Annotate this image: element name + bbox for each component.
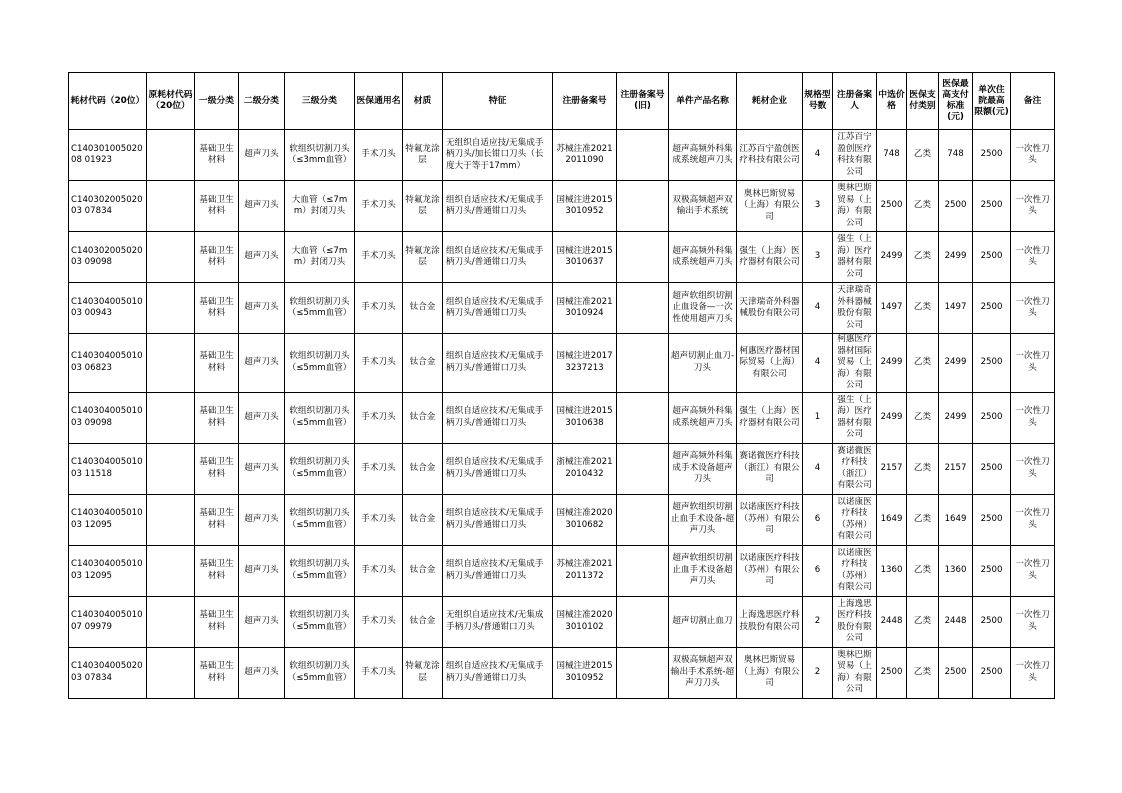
table-cell: 超声高频外科集成手术设备超声刀头	[669, 443, 737, 494]
table-cell: 国械注进20153010638	[553, 392, 617, 443]
table-cell	[617, 443, 669, 494]
table-cell: 软组织切割刀头（≤5mm血管）	[285, 392, 355, 443]
table-cell: 国械注进20153010637	[553, 232, 617, 283]
table-cell: 乙类	[907, 392, 939, 443]
table-cell: 2500	[939, 181, 973, 232]
table-cell: 基础卫生材料	[195, 181, 239, 232]
table-cell: 一次性刀头	[1011, 392, 1055, 443]
table-cell: 手术刀头	[355, 181, 403, 232]
table-cell: 乙类	[907, 130, 939, 181]
table-cell: 双极高频超声双输出手术系统-超声刀刀头	[669, 647, 737, 698]
column-header: 材质	[403, 73, 443, 130]
table-cell: 2500	[973, 334, 1011, 393]
table-cell: 超声刀头	[239, 494, 285, 545]
table-cell: C14030200502003 07834	[69, 181, 147, 232]
table-cell: 超声刀头	[239, 181, 285, 232]
table-cell: 2500	[973, 392, 1011, 443]
table-cell: 一次性刀头	[1011, 494, 1055, 545]
column-header: 单次住院最高限额(元)	[973, 73, 1011, 130]
table-cell	[617, 647, 669, 698]
table-cell: 柯惠医疗器材国际贸易（上海）有限公司	[737, 334, 803, 393]
table-cell: 组织自适应技术/无集成手柄刀头/普通钳口刀头	[443, 647, 553, 698]
table-cell: 2500	[973, 647, 1011, 698]
table-row	[69, 392, 1055, 443]
table-cell: 手术刀头	[355, 392, 403, 443]
table-cell: 超声刀头	[239, 647, 285, 698]
table-cell: C14030400501007 09979	[69, 596, 147, 647]
table-cell: 特氟龙涂层	[403, 232, 443, 283]
table-cell: 2499	[877, 392, 907, 443]
column-header: 特征	[443, 73, 553, 130]
table-cell: 超声切割止血刀-刀头	[669, 334, 737, 393]
table-cell	[147, 647, 195, 698]
table-cell: 2500	[973, 232, 1011, 283]
table-cell: 超声高频外科集成系统超声刀头	[669, 232, 737, 283]
table-cell: 2500	[973, 181, 1011, 232]
table-cell: 奥林巴斯贸易（上海）有限公司	[737, 647, 803, 698]
table-cell: 组织自适应技术/无集成手柄刀头/普通钳口刀头	[443, 283, 553, 334]
column-header: 医保支付类别	[907, 73, 939, 130]
table-cell: 1360	[939, 545, 973, 596]
table-cell: 2157	[877, 443, 907, 494]
table-cell: 基础卫生材料	[195, 334, 239, 393]
table-cell: 一次性刀头	[1011, 232, 1055, 283]
table-cell	[147, 494, 195, 545]
column-header: 医保通用名	[355, 73, 403, 130]
table-cell: 1649	[939, 494, 973, 545]
table-cell	[617, 545, 669, 596]
column-header: 医保最高支付标准(元)	[939, 73, 973, 130]
consumables-table	[68, 72, 1055, 699]
table-cell: 浙械注准20212010432	[553, 443, 617, 494]
table-cell: 超声刀头	[239, 392, 285, 443]
table-cell: 4	[803, 130, 833, 181]
table-cell	[147, 596, 195, 647]
table-cell: 江苏百宁盈创医疗科技有限公司	[833, 130, 877, 181]
table-cell: 乙类	[907, 647, 939, 698]
table-cell: 超声软组织切割止血手术设备-超声刀头	[669, 494, 737, 545]
table-cell: 特氟龙涂层	[403, 181, 443, 232]
table-cell: 一次性刀头	[1011, 334, 1055, 393]
table-header-row	[69, 73, 1055, 130]
table-cell: 手术刀头	[355, 545, 403, 596]
table-cell: 双极高频超声双输出手术系统	[669, 181, 737, 232]
table-cell: 钛合金	[403, 392, 443, 443]
table-cell: 钛合金	[403, 494, 443, 545]
table-cell: 超声高频外科集成系统超声刀头	[669, 392, 737, 443]
table-cell: 乙类	[907, 596, 939, 647]
column-header: 一级分类	[195, 73, 239, 130]
table-cell: 6	[803, 545, 833, 596]
table-cell: 超声软组织切割止血手术设备超声刀头	[669, 545, 737, 596]
table-cell: 4	[803, 283, 833, 334]
table-cell: 组织自适应技术/无集成手柄刀头/普通钳口刀头	[443, 494, 553, 545]
table-cell: C14030400501003 12095	[69, 494, 147, 545]
table-cell: 钛合金	[403, 545, 443, 596]
table-row	[69, 443, 1055, 494]
table-cell: 2	[803, 647, 833, 698]
table-cell: 超声刀头	[239, 130, 285, 181]
table-cell: 超声高频外科集成系统超声刀头	[669, 130, 737, 181]
column-header: 原耗材代码（20位）	[147, 73, 195, 130]
table-cell: 6	[803, 494, 833, 545]
table-cell: 组织自适应技术/无集成手柄刀头/普通钳口刀头	[443, 232, 553, 283]
table-cell: 基础卫生材料	[195, 232, 239, 283]
table-cell: 2500	[877, 181, 907, 232]
table-cell: 软组织切割刀头（≤5mm血管）	[285, 596, 355, 647]
table-row	[69, 130, 1055, 181]
table-cell: 上海逸思医疗科技股份有限公司	[737, 596, 803, 647]
table-cell: 基础卫生材料	[195, 443, 239, 494]
table-cell	[147, 181, 195, 232]
table-cell: 乙类	[907, 443, 939, 494]
table-row	[69, 647, 1055, 698]
table-cell: 以诺康医疗科技（苏州）有限公司	[833, 545, 877, 596]
table-cell: 2500	[939, 647, 973, 698]
table-cell: 748	[939, 130, 973, 181]
table-cell: 赛诺微医疗科技（浙江）有限公司	[833, 443, 877, 494]
table-cell: 1497	[877, 283, 907, 334]
table-cell: 一次性刀头	[1011, 596, 1055, 647]
table-cell: 江苏百宁盈创医疗科技有限公司	[737, 130, 803, 181]
table-cell: 大血管（≤7mm）封闭刀头	[285, 232, 355, 283]
table-cell: 组织自适应技术/无集成手柄刀头/普通钳口刀头	[443, 334, 553, 393]
table-cell: 3	[803, 181, 833, 232]
table-cell: 赛诺微医疗科技（浙江）有限公司	[737, 443, 803, 494]
table-cell	[147, 334, 195, 393]
table-cell: 2448	[939, 596, 973, 647]
table-row	[69, 283, 1055, 334]
table-cell: 软组织切割刀头（≤3mm血管）	[285, 130, 355, 181]
table-cell: 3	[803, 232, 833, 283]
table-cell: 2	[803, 596, 833, 647]
table-cell: 2499	[877, 334, 907, 393]
table-cell: 手术刀头	[355, 647, 403, 698]
table-cell: 钛合金	[403, 283, 443, 334]
table-cell: 一次性刀头	[1011, 545, 1055, 596]
table-cell: 一次性刀头	[1011, 283, 1055, 334]
table-cell: 一次性刀头	[1011, 181, 1055, 232]
table-cell: 奥林巴斯贸易（上海）有限公司	[833, 647, 877, 698]
table-body	[69, 130, 1055, 699]
table-cell: 软组织切割刀头（≤5mm血管）	[285, 443, 355, 494]
table-cell: 乙类	[907, 232, 939, 283]
table-cell: 超声刀头	[239, 283, 285, 334]
table-cell	[147, 130, 195, 181]
table-cell: 钛合金	[403, 443, 443, 494]
table-cell: 基础卫生材料	[195, 283, 239, 334]
table-cell: 2500	[973, 596, 1011, 647]
table-cell: 2499	[939, 334, 973, 393]
table-cell: 超声切割止血刀	[669, 596, 737, 647]
table-cell: 4	[803, 334, 833, 393]
table-cell	[617, 596, 669, 647]
table-cell: 2499	[939, 392, 973, 443]
table-cell: C14030400502003 07834	[69, 647, 147, 698]
table-row	[69, 334, 1055, 393]
table-cell: 天津瑞奇外科器械股份有限公司	[737, 283, 803, 334]
table-cell: 2500	[973, 494, 1011, 545]
table-cell: 手术刀头	[355, 596, 403, 647]
column-header: 三级分类	[285, 73, 355, 130]
table-cell: 强生（上海）医疗器材有限公司	[833, 232, 877, 283]
table-cell	[617, 283, 669, 334]
table-cell: 手术刀头	[355, 232, 403, 283]
table-cell: 上海逸思医疗科技股份有限公司	[833, 596, 877, 647]
table-cell: 乙类	[907, 545, 939, 596]
table-cell: 大血管（≤7mm）封闭刀头	[285, 181, 355, 232]
table-row	[69, 596, 1055, 647]
table-cell: 1360	[877, 545, 907, 596]
table-cell: 乙类	[907, 181, 939, 232]
table-cell: 2500	[973, 545, 1011, 596]
table-row	[69, 545, 1055, 596]
table-cell	[617, 232, 669, 283]
table-cell	[147, 232, 195, 283]
table-cell: 以诺康医疗科技（苏州）有限公司	[737, 545, 803, 596]
table-row	[69, 494, 1055, 545]
table-cell: 基础卫生材料	[195, 392, 239, 443]
table-cell: 国械注进20153010952	[553, 647, 617, 698]
table-cell: 特氟龙涂层	[403, 130, 443, 181]
table-cell: C14030400501003 09098	[69, 392, 147, 443]
column-header: 二级分类	[239, 73, 285, 130]
table-cell: 以诺康医疗科技（苏州）有限公司	[737, 494, 803, 545]
table-cell: 国械注准20213010924	[553, 283, 617, 334]
table-cell: 超声刀头	[239, 596, 285, 647]
table-cell: 手术刀头	[355, 130, 403, 181]
table-cell: 1649	[877, 494, 907, 545]
table-cell: 软组织切割刀头（≤5mm血管）	[285, 545, 355, 596]
table-cell: 2499	[877, 232, 907, 283]
table-cell: 超声刀头	[239, 443, 285, 494]
table-cell: 国械注进20153010952	[553, 181, 617, 232]
table-cell: 超声软组织切割止血设备—一次性使用超声刀头	[669, 283, 737, 334]
column-header: 中选价格	[877, 73, 907, 130]
table-cell: 超声刀头	[239, 545, 285, 596]
table-cell: 组织自适应技术/无集成手柄刀头/普通钳口刀头	[443, 443, 553, 494]
table-cell: 1497	[939, 283, 973, 334]
table-cell: 基础卫生材料	[195, 647, 239, 698]
column-header: 注册备案人	[833, 73, 877, 130]
table-cell	[617, 334, 669, 393]
table-row	[69, 232, 1055, 283]
table-cell: 4	[803, 443, 833, 494]
table-cell: 手术刀头	[355, 443, 403, 494]
column-header: 规格型号数	[803, 73, 833, 130]
table-cell: 国械注准20203010102	[553, 596, 617, 647]
table-cell: 强生（上海）医疗器材有限公司	[737, 392, 803, 443]
table-cell: 国械注准20203010682	[553, 494, 617, 545]
table-cell: 苏械注准20212011372	[553, 545, 617, 596]
table-cell: 软组织切割刀头（≤5mm血管）	[285, 334, 355, 393]
table-cell: C14030200502003 09098	[69, 232, 147, 283]
table-cell: 手术刀头	[355, 334, 403, 393]
table-cell: 一次性刀头	[1011, 443, 1055, 494]
table-cell: 钛合金	[403, 334, 443, 393]
table-cell: 2500	[973, 283, 1011, 334]
table-cell: 乙类	[907, 494, 939, 545]
table-cell	[617, 130, 669, 181]
table-cell: 组织自适应技术/无集成手柄刀头/普通钳口刀头	[443, 545, 553, 596]
column-header: 注册备案号(旧)	[617, 73, 669, 130]
table-cell: 一次性刀头	[1011, 130, 1055, 181]
table-cell: 组织自适应技术/无集成手柄刀头/普通钳口刀头	[443, 181, 553, 232]
table-cell: C14030400501003 12095	[69, 545, 147, 596]
table-cell: 2157	[939, 443, 973, 494]
table-cell: 基础卫生材料	[195, 596, 239, 647]
table-cell: 特氟龙涂层	[403, 647, 443, 698]
column-header: 单件产品名称	[669, 73, 737, 130]
table-cell: 软组织切割刀头（≤5mm血管）	[285, 494, 355, 545]
table-cell: 软组织切割刀头（≤5mm血管）	[285, 283, 355, 334]
table-cell: 基础卫生材料	[195, 130, 239, 181]
table-cell: 柯惠医疗器材国际贸易（上海）有限公司	[833, 334, 877, 393]
table-cell: 一次性刀头	[1011, 647, 1055, 698]
table-cell: 基础卫生材料	[195, 494, 239, 545]
column-header: 注册备案号	[553, 73, 617, 130]
table-cell: 2499	[939, 232, 973, 283]
table-cell: C14030400501003 06823	[69, 334, 147, 393]
table-cell: 手术刀头	[355, 494, 403, 545]
table-cell	[147, 283, 195, 334]
table-cell: 无组织自适应技术/无集成手柄刀头/普通钳口刀头	[443, 596, 553, 647]
table-cell: 乙类	[907, 283, 939, 334]
table-cell	[617, 181, 669, 232]
column-header: 耗材代码（20位）	[69, 73, 147, 130]
table-cell: 2448	[877, 596, 907, 647]
table-cell	[617, 392, 669, 443]
table-cell: 强生（上海）医疗器材有限公司	[833, 392, 877, 443]
table-row	[69, 181, 1055, 232]
table-cell	[617, 494, 669, 545]
table-cell: C14030400501003 11518	[69, 443, 147, 494]
table-cell: 超声刀头	[239, 232, 285, 283]
table-cell	[147, 443, 195, 494]
column-header: 耗材企业	[737, 73, 803, 130]
table-cell: 1	[803, 392, 833, 443]
table-cell: 手术刀头	[355, 283, 403, 334]
table-cell: 国械注进20173237213	[553, 334, 617, 393]
table-cell: 748	[877, 130, 907, 181]
table-cell: 无组织自适应技/无集成手柄刀头/加长钳口刀头（长度大于等于17mm）	[443, 130, 553, 181]
table-cell	[147, 545, 195, 596]
table-cell: 乙类	[907, 334, 939, 393]
table-cell: 苏械注准20212011090	[553, 130, 617, 181]
table-cell	[147, 392, 195, 443]
table-cell: 奥林巴斯贸易（上海）有限公司	[833, 181, 877, 232]
table-cell: 天津瑞奇外科器械股份有限公司	[833, 283, 877, 334]
table-cell: 钛合金	[403, 596, 443, 647]
table-cell: 组织自适应技术/无集成手柄刀头/普通钳口刀头	[443, 392, 553, 443]
table-cell: 软组织切割刀头（≤5mm血管）	[285, 647, 355, 698]
column-header: 备注	[1011, 73, 1055, 130]
table-cell: 以诺康医疗科技（苏州）有限公司	[833, 494, 877, 545]
table-cell: 超声刀头	[239, 334, 285, 393]
table-cell: 奥林巴斯贸易（上海）有限公司	[737, 181, 803, 232]
table-cell: C14030100502008 01923	[69, 130, 147, 181]
table-cell: 2500	[877, 647, 907, 698]
table-cell: 强生（上海）医疗器材有限公司	[737, 232, 803, 283]
table-cell: C14030400501003 00943	[69, 283, 147, 334]
table-cell: 基础卫生材料	[195, 545, 239, 596]
table-cell: 2500	[973, 443, 1011, 494]
table-cell: 2500	[973, 130, 1011, 181]
